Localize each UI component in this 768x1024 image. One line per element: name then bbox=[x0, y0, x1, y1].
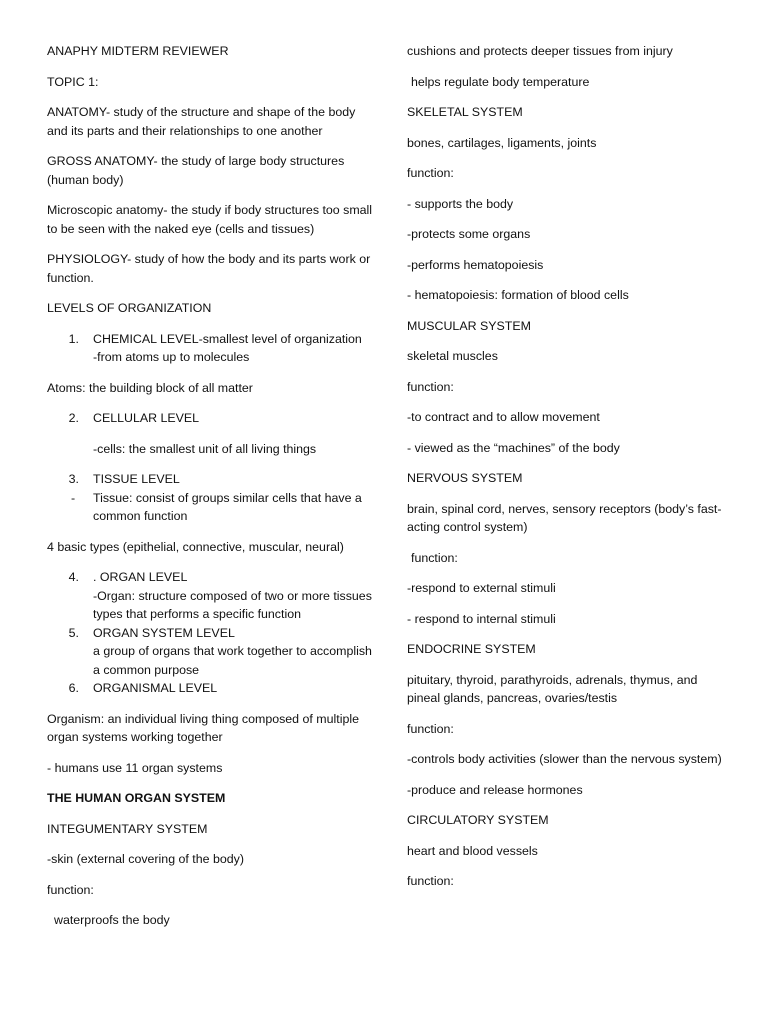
levels-list-1 bbox=[47, 330, 377, 367]
left-column bbox=[47, 42, 377, 942]
list-item bbox=[47, 568, 377, 587]
nervous-function: -respond to external stimuli bbox=[407, 581, 556, 595]
organ-systems-count: - humans use 11 organ systems bbox=[47, 760, 223, 775]
skeletal-parts: bones, cartilages, ligaments, joints bbox=[407, 135, 597, 150]
skeletal-function: - hematopoiesis: formation of blood cells bbox=[407, 288, 629, 302]
endocrine-heading: ENDOCRINE SYSTEM bbox=[407, 642, 536, 656]
nervous-function: - respond to internal stimuli bbox=[407, 611, 556, 626]
list-item-text: Tissue: consist of groups similar cells that have a common function bbox=[93, 490, 362, 523]
levels-list-2 bbox=[47, 409, 377, 458]
basic-types-note: 4 basic types (epithelial, connective, muscular, neural) bbox=[47, 539, 344, 554]
list-item-subtext: a group of organs that work together to accomplish a common purpose bbox=[93, 644, 372, 677]
list-number: 2. bbox=[68, 411, 79, 425]
list-item bbox=[47, 409, 377, 428]
nervous-parts: brain, spinal cord, nerves, sensory receptors (body’s fast-acting control system) bbox=[407, 501, 722, 534]
levels-list-4 bbox=[47, 568, 377, 698]
function-label: function: bbox=[407, 166, 454, 180]
integumentary-function: helps regulate body temperature bbox=[411, 74, 590, 89]
list-item bbox=[47, 489, 377, 526]
list-item-subtext: -Organ: structure composed of two or more tissues types that performs a specific function bbox=[93, 588, 372, 621]
skeletal-function: - supports the body bbox=[407, 196, 514, 211]
nervous-heading: NERVOUS SYSTEM bbox=[407, 471, 523, 485]
skeletal-function: -protects some organs bbox=[407, 227, 531, 241]
endocrine-parts: pituitary, thyroid, parathyroids, adrenals, thymus, and pineal glands, pancreas, ovaries/testis bbox=[407, 672, 698, 705]
gross-anatomy-definition: GROSS ANATOMY- the study of large body structures (human body) bbox=[47, 154, 345, 187]
function-label: function: bbox=[407, 874, 454, 888]
list-number: 5. bbox=[68, 625, 79, 640]
integumentary-heading: INTEGUMENTARY SYSTEM bbox=[47, 821, 208, 836]
skeletal-heading: SKELETAL SYSTEM bbox=[407, 105, 523, 119]
muscular-heading: MUSCULAR SYSTEM bbox=[407, 318, 531, 333]
anatomy-definition: ANATOMY- study of the structure and shape of the body and its parts and their relationships to one another bbox=[47, 105, 356, 138]
organism-definition: Organism: an individual living thing composed of multiple organ systems working together bbox=[47, 711, 359, 744]
muscular-function: - viewed as the “machines” of the body bbox=[407, 440, 620, 455]
endocrine-function: -produce and release hormones bbox=[407, 782, 583, 797]
circulatory-parts: heart and blood vessels bbox=[407, 843, 538, 858]
list-item-subtext: -from atoms up to molecules bbox=[93, 350, 250, 364]
integumentary-function: cushions and protects deeper tissues from injury bbox=[407, 44, 673, 58]
list-item-text: CHEMICAL LEVEL-smallest level of organization bbox=[93, 331, 362, 346]
list-item bbox=[47, 679, 377, 698]
list-number: 6. bbox=[68, 681, 79, 695]
muscular-function: -to contract and to allow movement bbox=[407, 410, 600, 424]
list-number: 1. bbox=[68, 331, 79, 346]
integumentary-skin: -skin (external covering of the body) bbox=[47, 852, 244, 866]
function-label: function: bbox=[407, 721, 454, 736]
list-item bbox=[47, 470, 377, 489]
function-label: function: bbox=[407, 379, 454, 394]
right-column bbox=[407, 42, 732, 903]
list-item bbox=[47, 624, 377, 643]
levels-list-3 bbox=[47, 470, 377, 526]
list-dash: - bbox=[71, 490, 76, 505]
list-number: 4. bbox=[68, 570, 79, 584]
physiology-definition: PHYSIOLOGY- study of how the body and its parts work or function. bbox=[47, 252, 371, 285]
function-label: function: bbox=[47, 882, 94, 897]
function-label: function: bbox=[411, 550, 458, 565]
skeletal-function: -performs hematopoiesis bbox=[407, 257, 544, 272]
muscular-parts: skeletal muscles bbox=[407, 349, 498, 363]
list-item-text: ORGANISMAL LEVEL bbox=[93, 681, 218, 695]
list-item-text: ORGAN SYSTEM LEVEL bbox=[93, 625, 235, 640]
list-item-text: CELLULAR LEVEL bbox=[93, 411, 200, 425]
atoms-note: Atoms: the building block of all matter bbox=[47, 380, 253, 395]
topic-heading: TOPIC 1: bbox=[47, 74, 99, 89]
endocrine-function: -controls body activities (slower than the nervous system) bbox=[407, 752, 722, 766]
section-heading: THE HUMAN ORGAN SYSTEM bbox=[47, 791, 226, 805]
integumentary-function: waterproofs the body bbox=[54, 913, 170, 927]
list-number: 3. bbox=[68, 472, 79, 486]
microscopic-anatomy-definition: Microscopic anatomy- the study if body structures too small to be seen with the naked eye (cells and tissues) bbox=[47, 203, 373, 236]
list-item-text: . ORGAN LEVEL bbox=[93, 570, 188, 584]
document-title: ANAPHY MIDTERM REVIEWER bbox=[47, 44, 229, 58]
circulatory-heading: CIRCULATORY SYSTEM bbox=[407, 813, 549, 827]
list-item-subtext: -cells: the smallest unit of all living things bbox=[93, 441, 317, 456]
list-item-text: TISSUE LEVEL bbox=[93, 472, 180, 486]
levels-heading: LEVELS OF ORGANIZATION bbox=[47, 301, 212, 315]
list-item bbox=[47, 330, 377, 349]
